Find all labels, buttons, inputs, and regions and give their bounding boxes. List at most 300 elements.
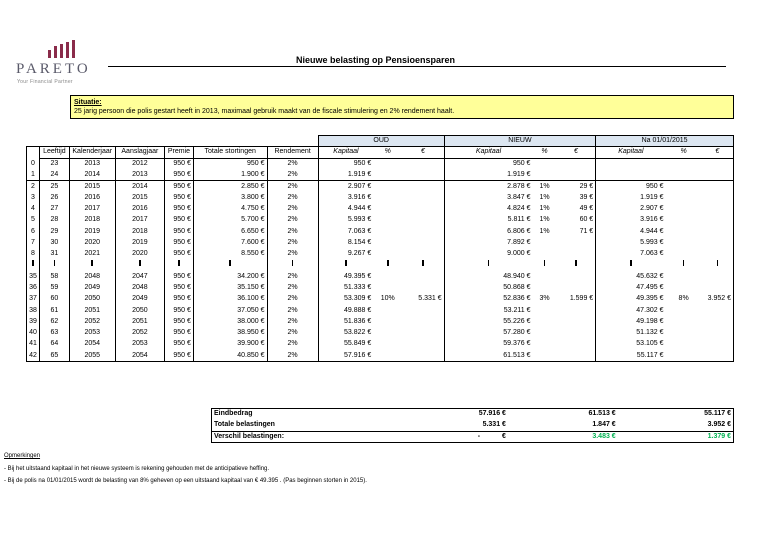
table-cell bbox=[402, 248, 444, 259]
table-cell: 2047 bbox=[115, 271, 164, 282]
table-cell: 4.750 € bbox=[193, 203, 267, 214]
table-cell bbox=[666, 316, 702, 327]
table-cell bbox=[666, 282, 702, 293]
table-cell: 51.132 € bbox=[596, 328, 666, 339]
table-cell: 2% bbox=[267, 181, 318, 192]
table-cell bbox=[702, 328, 734, 339]
table-cell bbox=[557, 248, 596, 259]
table-row bbox=[27, 158, 734, 169]
table-cell bbox=[557, 169, 596, 180]
table-cell: 52.836 € bbox=[444, 294, 532, 305]
verschil-oud-euro: € bbox=[502, 432, 506, 440]
table-cell: 1.900 € bbox=[193, 169, 267, 180]
table-cell: 7.892 € bbox=[444, 237, 532, 248]
table-cell: 950 € bbox=[165, 316, 194, 327]
table-cell bbox=[402, 271, 444, 282]
table-cell: 29 bbox=[39, 226, 69, 237]
table-cell: 950 € bbox=[165, 271, 194, 282]
table-cell bbox=[702, 350, 734, 361]
table-cell: 55.226 € bbox=[444, 316, 532, 327]
table-cell: 37.050 € bbox=[193, 305, 267, 316]
table-cell: 2% bbox=[267, 271, 318, 282]
table-cell: 65 bbox=[39, 350, 69, 361]
table-row bbox=[27, 350, 734, 361]
table-cell: 2054 bbox=[69, 339, 115, 350]
table-cell: 7.600 € bbox=[193, 237, 267, 248]
table-cell bbox=[702, 215, 734, 226]
table-cell: 4.944 € bbox=[596, 226, 666, 237]
table-cell: 3.916 € bbox=[318, 192, 373, 203]
ellipsis-mark bbox=[193, 260, 267, 271]
ellipsis-mark bbox=[532, 260, 556, 271]
pareto-logo bbox=[16, 34, 116, 84]
table-cell: 10% bbox=[380, 295, 395, 303]
verschil-na: 1.379 € bbox=[618, 431, 734, 442]
table-cell: 55.849 € bbox=[318, 339, 373, 350]
table-cell bbox=[373, 282, 402, 293]
table-cell: 2051 bbox=[115, 316, 164, 327]
table-cell bbox=[532, 248, 556, 259]
table-cell: 37 bbox=[27, 294, 40, 305]
table-cell: 2020 bbox=[115, 248, 164, 259]
table-cell bbox=[532, 316, 556, 327]
table-cell bbox=[557, 328, 596, 339]
col-header: Totale stortingen bbox=[193, 147, 267, 158]
table-cell: 2051 bbox=[69, 305, 115, 316]
table-cell: 2019 bbox=[69, 226, 115, 237]
situatie-box bbox=[70, 95, 734, 119]
table-cell: 950 € bbox=[165, 158, 194, 169]
table-cell bbox=[557, 350, 596, 361]
table-cell bbox=[666, 181, 702, 192]
table-cell bbox=[532, 328, 556, 339]
pension-table bbox=[26, 135, 734, 362]
opmerkingen-heading: Opmerkingen bbox=[4, 453, 41, 459]
table-cell: 25 bbox=[39, 181, 69, 192]
table-cell bbox=[666, 339, 702, 350]
table-cell bbox=[666, 158, 702, 169]
group-oud: OUD bbox=[318, 136, 444, 147]
table-cell bbox=[373, 350, 402, 361]
table-cell: 5 bbox=[27, 215, 40, 226]
table-cell: 61 bbox=[39, 305, 69, 316]
table-cell: 8.154 € bbox=[318, 237, 373, 248]
table-cell: 2% bbox=[267, 248, 318, 259]
table-cell bbox=[532, 169, 556, 180]
table-cell: 60 bbox=[39, 294, 69, 305]
table-cell: 950 € bbox=[165, 203, 194, 214]
eindbedrag-na: 55.117 € bbox=[618, 409, 734, 420]
table-cell: 2% bbox=[267, 192, 318, 203]
table-cell: 51.333 € bbox=[318, 282, 373, 293]
table-cell: 1% bbox=[539, 182, 550, 190]
ellipsis-mark bbox=[702, 260, 734, 271]
table-cell: 26 bbox=[39, 192, 69, 203]
table-row bbox=[27, 339, 734, 350]
col-header: € bbox=[702, 147, 734, 158]
table-cell: 49.198 € bbox=[596, 316, 666, 327]
table-cell bbox=[557, 271, 596, 282]
table-cell: 38.950 € bbox=[193, 328, 267, 339]
table-cell: 35 bbox=[27, 271, 40, 282]
summary-totale bbox=[212, 420, 734, 431]
table-cell: 58 bbox=[39, 271, 69, 282]
table-cell: 950 € bbox=[165, 350, 194, 361]
table-cell bbox=[702, 181, 734, 192]
table-cell: 4.824 € bbox=[444, 203, 532, 214]
ellipsis-mark bbox=[373, 260, 402, 271]
table-cell: 6.806 € bbox=[444, 226, 532, 237]
title-underline bbox=[108, 66, 726, 67]
table-cell: 7 bbox=[27, 237, 40, 248]
table-cell: 2013 bbox=[115, 169, 164, 180]
table-cell: 2048 bbox=[69, 271, 115, 282]
table-cell: 6.650 € bbox=[193, 226, 267, 237]
table-cell: 2% bbox=[267, 215, 318, 226]
table-cell: 59.376 € bbox=[444, 339, 532, 350]
col-header: Aanslagjaar bbox=[115, 147, 164, 158]
table-cell bbox=[666, 215, 702, 226]
col-header: € bbox=[557, 147, 596, 158]
table-cell: 2014 bbox=[69, 169, 115, 180]
table-cell bbox=[557, 282, 596, 293]
table-cell: 2% bbox=[267, 203, 318, 214]
table-cell bbox=[702, 192, 734, 203]
table-cell: 7.063 € bbox=[596, 248, 666, 259]
table-cell: 950 € bbox=[165, 169, 194, 180]
verschil-nieuw: 3.483 € bbox=[543, 431, 618, 442]
table-cell bbox=[666, 192, 702, 203]
table-cell: 55.117 € bbox=[596, 350, 666, 361]
table-cell bbox=[402, 339, 444, 350]
table-cell bbox=[402, 215, 444, 226]
table-row bbox=[27, 169, 734, 180]
table-cell bbox=[402, 328, 444, 339]
table-cell bbox=[666, 328, 702, 339]
table-cell bbox=[373, 328, 402, 339]
table-row bbox=[27, 316, 734, 327]
table-cell: 2021 bbox=[69, 248, 115, 259]
table-cell bbox=[702, 158, 734, 169]
table-cell bbox=[402, 203, 444, 214]
table-cell: 2016 bbox=[69, 192, 115, 203]
table-cell bbox=[373, 215, 402, 226]
table-cell: 36 bbox=[27, 282, 40, 293]
table-cell: 2012 bbox=[115, 158, 164, 169]
table-cell: 2055 bbox=[69, 350, 115, 361]
ellipsis-mark bbox=[165, 260, 194, 271]
situatie-heading: Situatie: bbox=[74, 99, 102, 106]
table-cell bbox=[557, 305, 596, 316]
table-cell: 3.952 € bbox=[702, 294, 734, 305]
table-cell: 2014 bbox=[115, 181, 164, 192]
col-header: Leeftijd bbox=[39, 147, 69, 158]
ellipsis-mark bbox=[115, 260, 164, 271]
table-cell bbox=[402, 350, 444, 361]
table-cell: 1.919 € bbox=[444, 169, 532, 180]
table-cell: 2% bbox=[267, 294, 318, 305]
logo-name: PARETO bbox=[16, 61, 91, 77]
verschil-label: Verschil belastingen: bbox=[212, 431, 331, 442]
col-header: Kapitaal bbox=[444, 147, 532, 158]
table-cell: 950 € bbox=[165, 181, 194, 192]
situatie-text: 25 jarig persoon die polis gestart heeft in 2013, maximaal gebruik maakt van de fiscale stimulering en 2% rendement haalt. bbox=[74, 108, 455, 115]
table-cell: 2053 bbox=[115, 339, 164, 350]
col-header: Kapitaal bbox=[596, 147, 666, 158]
table-cell: 1% bbox=[539, 193, 550, 201]
table-cell: 2% bbox=[267, 282, 318, 293]
table-cell: 5.993 € bbox=[596, 237, 666, 248]
table-cell: 2015 bbox=[69, 181, 115, 192]
table-cell: 2% bbox=[267, 339, 318, 350]
table-cell: 2% bbox=[267, 237, 318, 248]
table-cell: 51.836 € bbox=[318, 316, 373, 327]
table-cell bbox=[666, 226, 702, 237]
ellipsis-mark bbox=[402, 260, 444, 271]
table-cell: 53.309 € bbox=[318, 294, 373, 305]
eindbedrag-nieuw: 61.513 € bbox=[543, 409, 618, 420]
table-cell bbox=[373, 271, 402, 282]
table-cell: 24 bbox=[39, 169, 69, 180]
table-cell: 2017 bbox=[115, 215, 164, 226]
table-cell: 950 € bbox=[165, 328, 194, 339]
table-cell bbox=[702, 339, 734, 350]
table-cell: 2% bbox=[267, 316, 318, 327]
table-row bbox=[27, 305, 734, 316]
table-body bbox=[27, 158, 734, 361]
col-header: % bbox=[373, 147, 402, 158]
table-cell: 61.513 € bbox=[444, 350, 532, 361]
table-cell: 2054 bbox=[115, 350, 164, 361]
totale-nieuw: 1.847 € bbox=[592, 421, 616, 429]
verschil-oud-dash: - bbox=[477, 432, 481, 440]
table-cell: 2% bbox=[267, 169, 318, 180]
table-cell bbox=[402, 316, 444, 327]
table-cell: 950 € bbox=[193, 158, 267, 169]
table-cell bbox=[402, 282, 444, 293]
table-cell: 53.211 € bbox=[444, 305, 532, 316]
table-cell bbox=[557, 316, 596, 327]
table-cell: 1 bbox=[27, 169, 40, 180]
table-cell: 71 € bbox=[579, 227, 594, 235]
table-cell: 53.822 € bbox=[318, 328, 373, 339]
col-header: % bbox=[532, 147, 556, 158]
table-cell bbox=[402, 169, 444, 180]
ellipsis-mark bbox=[444, 260, 532, 271]
table-cell: 63 bbox=[39, 328, 69, 339]
col-header: € bbox=[402, 147, 444, 158]
table-cell bbox=[702, 248, 734, 259]
col-header: Kalenderjaar bbox=[69, 147, 115, 158]
table-cell: 2053 bbox=[69, 328, 115, 339]
table-cell: 27 bbox=[39, 203, 69, 214]
ellipsis-mark bbox=[39, 260, 69, 271]
table-cell: 48.940 € bbox=[444, 271, 532, 282]
table-cell: 49.395 € bbox=[596, 294, 666, 305]
table-cell: 950 € bbox=[444, 158, 532, 169]
table-row bbox=[27, 328, 734, 339]
table-cell: 1% bbox=[539, 216, 550, 224]
col-header: % bbox=[666, 147, 702, 158]
table-row bbox=[27, 248, 734, 259]
table-cell: 36.100 € bbox=[193, 294, 267, 305]
table-cell: 29 € bbox=[579, 182, 594, 190]
opmerking-1: - Bij het uitstaand kapitaal in het nieuwe systeem is rekening gehouden met de anticipatieve heffing. bbox=[4, 466, 270, 472]
table-cell: 1% bbox=[539, 204, 550, 212]
table-cell: 9.000 € bbox=[444, 248, 532, 259]
table-cell: 30 bbox=[39, 237, 69, 248]
table-cell bbox=[702, 282, 734, 293]
table-cell: 950 € bbox=[165, 237, 194, 248]
table-cell: 59 bbox=[39, 282, 69, 293]
col-header: Kapitaal bbox=[318, 147, 373, 158]
table-cell: 2 bbox=[27, 181, 40, 192]
table-cell: 4 bbox=[27, 203, 40, 214]
table-cell: 6 bbox=[27, 226, 40, 237]
table-cell: 8% bbox=[678, 295, 689, 303]
table-row bbox=[27, 203, 734, 214]
summary-eindbedrag bbox=[212, 409, 734, 420]
table-cell: 2052 bbox=[69, 316, 115, 327]
ellipsis-mark bbox=[267, 260, 318, 271]
table-cell: 4.944 € bbox=[318, 203, 373, 214]
table-cell: 2.878 € bbox=[444, 181, 532, 192]
table-cell bbox=[373, 237, 402, 248]
group-nieuw: NIEUW bbox=[444, 136, 596, 147]
table-cell: 3.847 € bbox=[444, 192, 532, 203]
table-cell bbox=[373, 169, 402, 180]
table-cell bbox=[373, 203, 402, 214]
table-cell: 31 bbox=[39, 248, 69, 259]
table-cell bbox=[402, 226, 444, 237]
table-cell: 2049 bbox=[115, 294, 164, 305]
table-cell: 3.916 € bbox=[596, 215, 666, 226]
table-cell: 2050 bbox=[69, 294, 115, 305]
table-cell: 23 bbox=[39, 158, 69, 169]
eindbedrag-label: Eindbedrag bbox=[212, 409, 331, 420]
table-cell: 49.888 € bbox=[318, 305, 373, 316]
table-cell: 950 € bbox=[165, 282, 194, 293]
table-cell bbox=[373, 305, 402, 316]
table-cell: 60 € bbox=[579, 216, 594, 224]
table-cell bbox=[702, 226, 734, 237]
table-row bbox=[27, 237, 734, 248]
table-cell bbox=[557, 339, 596, 350]
table-cell bbox=[702, 316, 734, 327]
table-cell: 950 € bbox=[318, 158, 373, 169]
table-cell: 2018 bbox=[115, 226, 164, 237]
table-cell: 2015 bbox=[115, 192, 164, 203]
table-cell: 2019 bbox=[115, 237, 164, 248]
table-cell bbox=[702, 237, 734, 248]
totale-na: 3.952 € bbox=[618, 420, 734, 431]
table-row bbox=[27, 226, 734, 237]
table-row bbox=[27, 282, 734, 293]
table-cell bbox=[666, 271, 702, 282]
table-cell: 9.267 € bbox=[318, 248, 373, 259]
table-cell bbox=[532, 237, 556, 248]
table-cell bbox=[702, 169, 734, 180]
summary-verschil bbox=[212, 431, 734, 442]
table-row bbox=[27, 215, 734, 226]
table-cell: 2020 bbox=[69, 237, 115, 248]
table-cell: 50.868 € bbox=[444, 282, 532, 293]
table-cell: 57.280 € bbox=[444, 328, 532, 339]
ellipsis-mark bbox=[557, 260, 596, 271]
eindbedrag-oud: 57.916 € bbox=[409, 409, 508, 420]
table-row bbox=[27, 181, 734, 192]
table-cell bbox=[557, 237, 596, 248]
table-cell bbox=[666, 248, 702, 259]
table-cell bbox=[532, 282, 556, 293]
table-cell: 40.850 € bbox=[193, 350, 267, 361]
table-cell: 34.200 € bbox=[193, 271, 267, 282]
table-cell: 2% bbox=[267, 305, 318, 316]
table-cell: 2.907 € bbox=[596, 203, 666, 214]
table-cell bbox=[666, 203, 702, 214]
table-cell: 45.632 € bbox=[596, 271, 666, 282]
table-cell: 2049 bbox=[69, 282, 115, 293]
table-cell: 1.919 € bbox=[318, 169, 373, 180]
table-cell bbox=[532, 271, 556, 282]
table-cell: 39.900 € bbox=[193, 339, 267, 350]
table-cell: 950 € bbox=[165, 305, 194, 316]
col-header: Premie bbox=[165, 147, 194, 158]
table-cell: 3% bbox=[539, 295, 550, 303]
ellipsis-mark bbox=[596, 260, 666, 271]
table-cell bbox=[596, 169, 666, 180]
table-cell: 2% bbox=[267, 328, 318, 339]
table-cell: 39 bbox=[27, 316, 40, 327]
ellipsis-row bbox=[27, 260, 734, 271]
table-cell: 2017 bbox=[69, 203, 115, 214]
table-cell bbox=[373, 192, 402, 203]
table-cell bbox=[596, 158, 666, 169]
table-cell: 950 € bbox=[165, 294, 194, 305]
table-cell: 49.395 € bbox=[318, 271, 373, 282]
table-cell bbox=[373, 339, 402, 350]
table-cell: 2048 bbox=[115, 282, 164, 293]
table-cell bbox=[402, 181, 444, 192]
col-header: Rendement bbox=[267, 147, 318, 158]
table-cell: 2050 bbox=[115, 305, 164, 316]
table-cell: 1.599 € bbox=[569, 295, 594, 303]
ellipsis-mark bbox=[318, 260, 373, 271]
table-cell bbox=[373, 158, 402, 169]
totale-oud: 5.331 € bbox=[482, 421, 506, 429]
table-cell: 950 € bbox=[165, 226, 194, 237]
table-cell: 28 bbox=[39, 215, 69, 226]
table-cell: 5.993 € bbox=[318, 215, 373, 226]
table-cell bbox=[402, 158, 444, 169]
table-cell bbox=[402, 305, 444, 316]
table-cell: 62 bbox=[39, 316, 69, 327]
table-cell: 53.105 € bbox=[596, 339, 666, 350]
opmerking-2: - Bij de polis na 01/01/2015 wordt de belasting van 8% geheven op een uitstaand kapitaal van € 49.395 . (Pas beginnen storten in 2015). bbox=[4, 478, 367, 484]
table-cell bbox=[702, 271, 734, 282]
table-cell: 2016 bbox=[115, 203, 164, 214]
table-cell: 64 bbox=[39, 339, 69, 350]
logo-tagline: Your Financial Partner bbox=[17, 79, 73, 85]
table-cell: 57.916 € bbox=[318, 350, 373, 361]
table-cell bbox=[532, 350, 556, 361]
table-cell: 5.811 € bbox=[444, 215, 532, 226]
table-cell: 5.700 € bbox=[193, 215, 267, 226]
table-cell: 2052 bbox=[115, 328, 164, 339]
table-cell: 2% bbox=[267, 158, 318, 169]
table-cell: 47.302 € bbox=[596, 305, 666, 316]
table-cell bbox=[373, 248, 402, 259]
